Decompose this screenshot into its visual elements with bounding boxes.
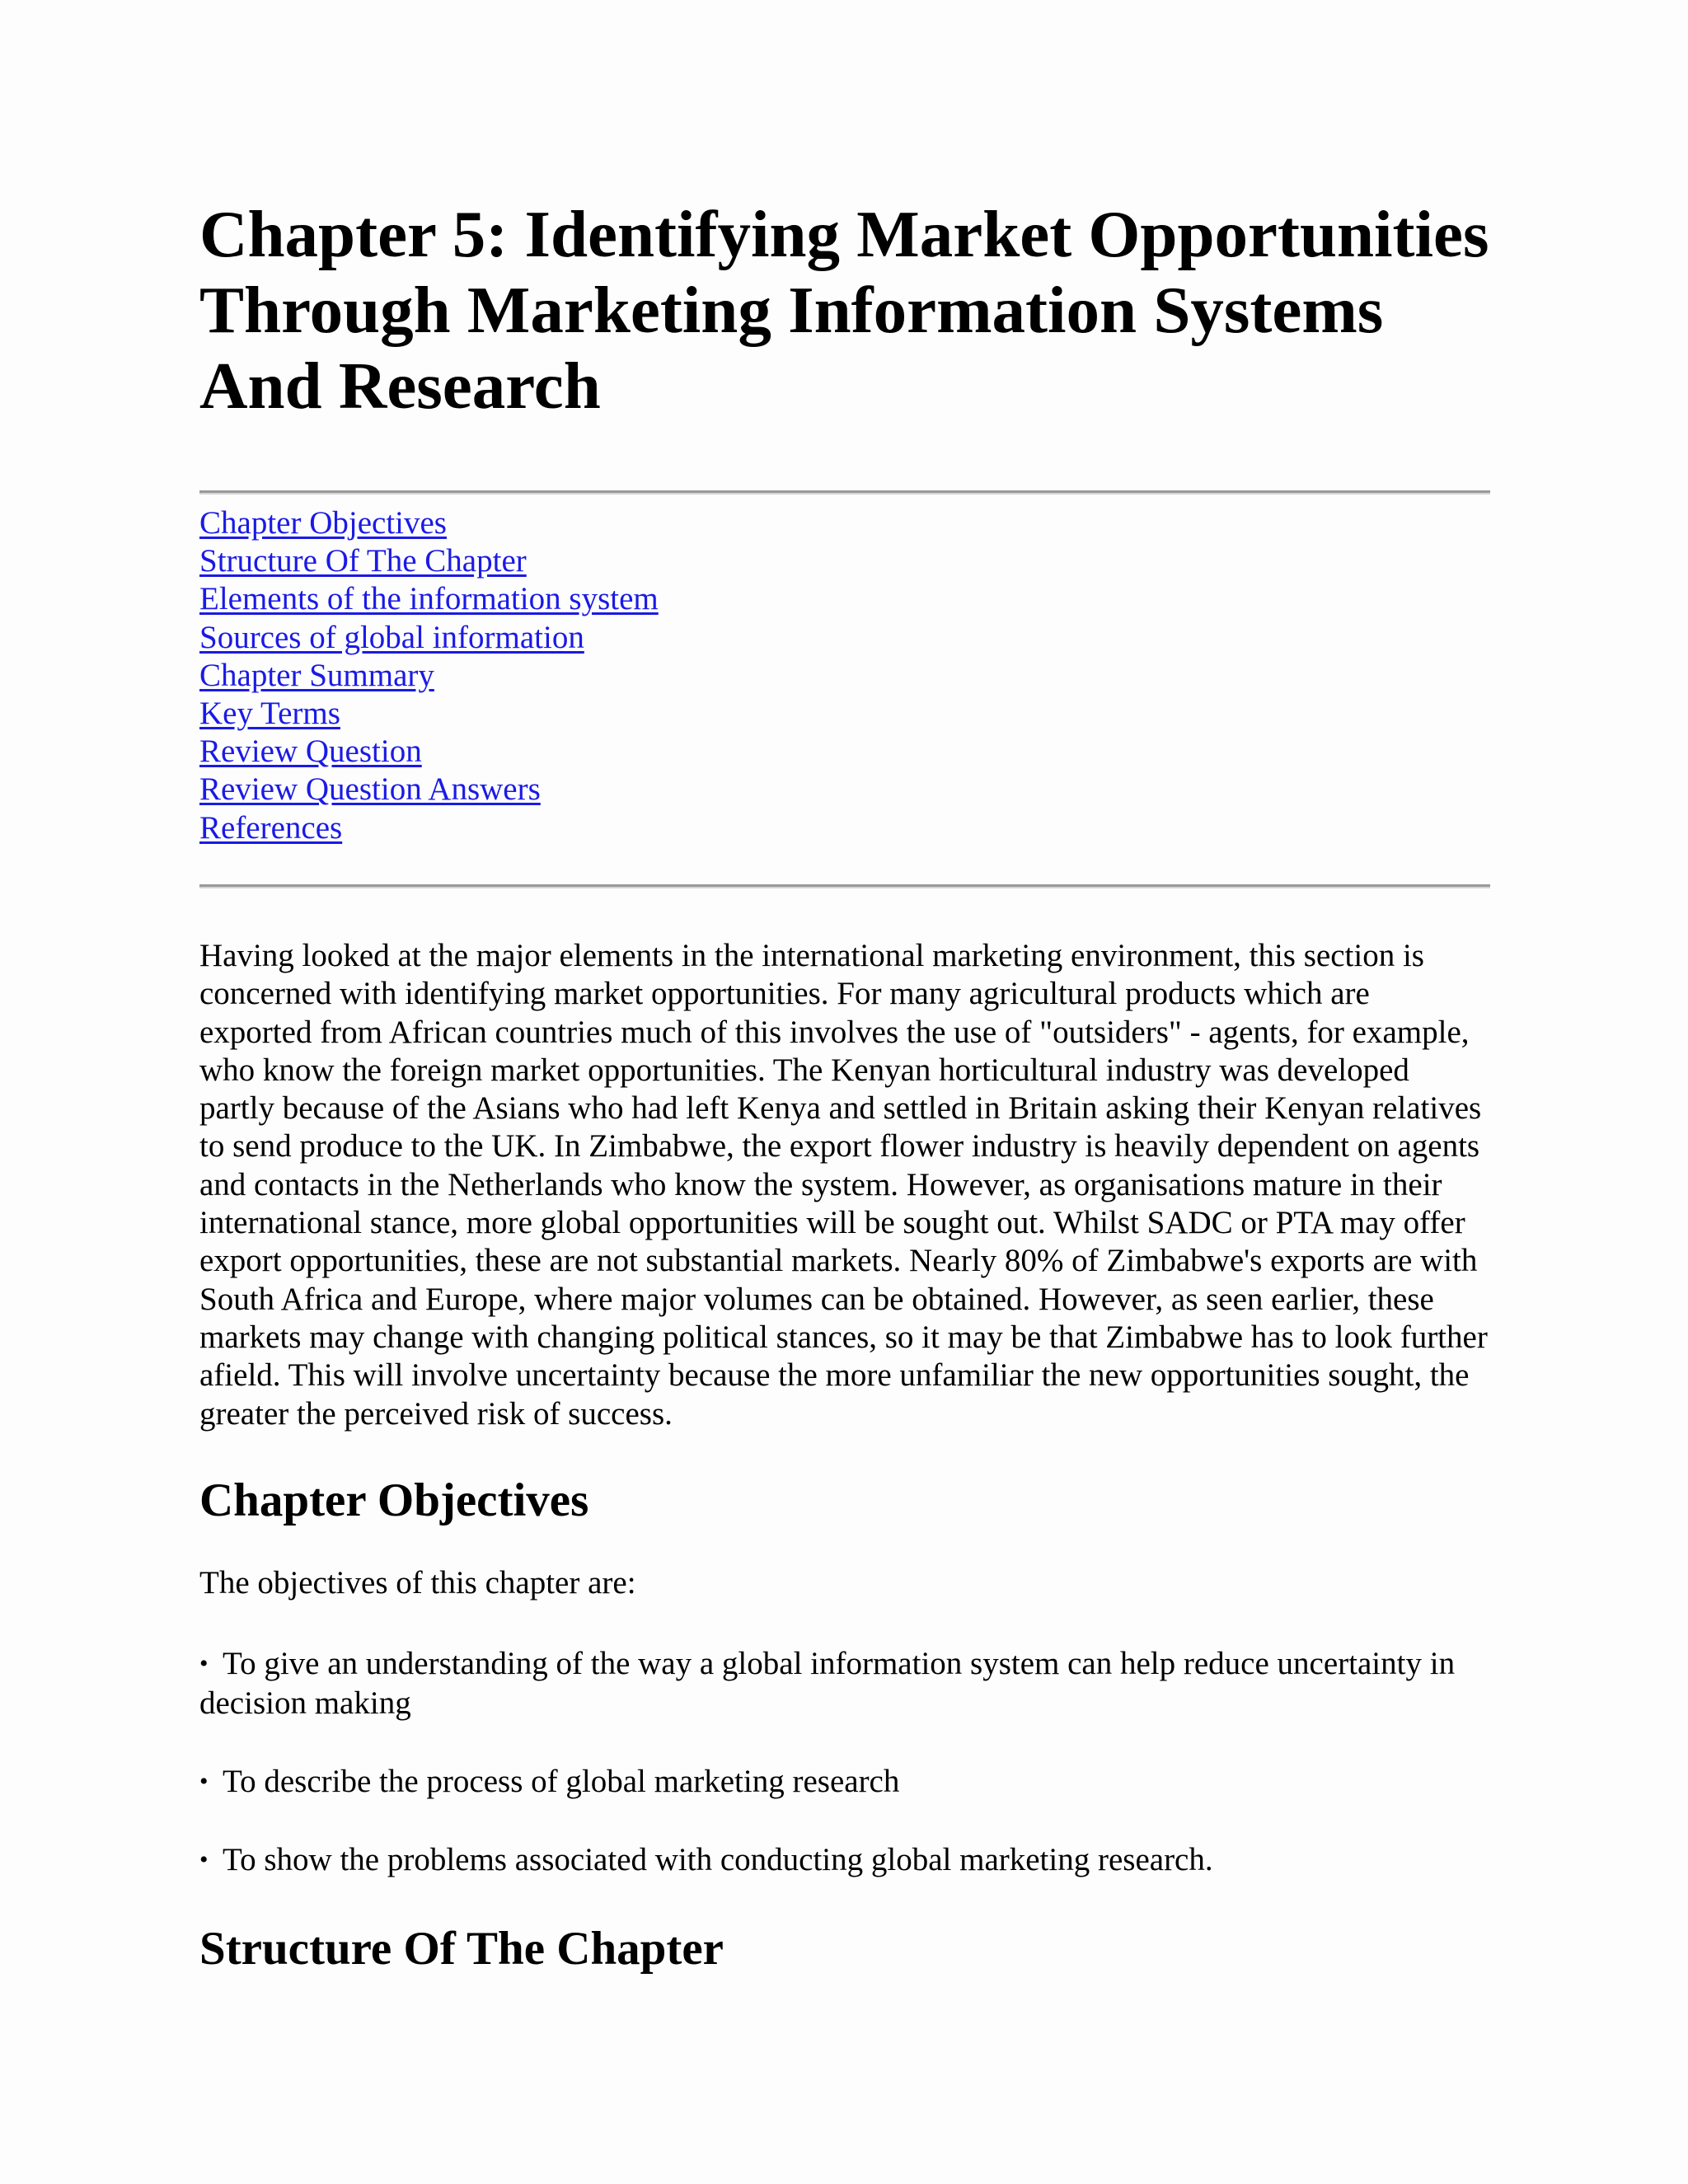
toc-link-structure-of-the-chapter[interactable]: Structure Of The Chapter — [199, 543, 527, 579]
intro-paragraph: Having looked at the major elements in the international marketing environment, this section is concerned with identifying market opportunities. For many agricultural products which are exported from African countries much of this involves the use of "outsiders" - agents, for example, who know the foreign market opportunities. The Kenyan horticultural industry was developed partly because of the Asians who had left Kenya and settled in Britain asking their Kenyan relatives to send produce to the UK. In Zimbabwe, the export flower industry is heavily dependent on agents and contacts in the Netherlands who know the system. However, as organisations mature in their international stance, more global opportunities will be sought out. Whilst SADC or PTA may offer export opportunities, these are not substantial markets. Nearly 80% of Zimbabwe's exports are with South Africa and Europe, where major volumes can be obtained. However, as seen earlier, these markets may change with changing political stances, so it may be that Zimbabwe has to look further afield. This will involve uncertainty because the more unfamiliar the new opportunities sought, the greater the perceived risk of success. — [199, 938, 1488, 1432]
toc-link-elements-of-information-system[interactable]: Elements of the information system — [199, 581, 659, 617]
table-of-contents — [199, 504, 659, 847]
toc-item — [199, 580, 659, 618]
toc-item — [199, 695, 659, 733]
objective-item — [199, 1763, 1490, 1802]
horizontal-rule-top — [199, 490, 1490, 494]
toc-item — [199, 733, 659, 771]
bullet-icon: • — [199, 1650, 209, 1677]
toc-item — [199, 504, 659, 542]
bullet-icon: • — [199, 1846, 209, 1873]
bullet-icon: • — [199, 1768, 209, 1795]
toc-item — [199, 657, 659, 695]
objective-text: To give an understanding of the way a global information system can help reduce uncertainty in decision making — [199, 1646, 1456, 1721]
toc-item — [199, 619, 659, 657]
toc-link-review-question-answers[interactable]: Review Question Answers — [199, 771, 541, 808]
toc-link-key-terms[interactable]: Key Terms — [199, 696, 340, 732]
horizontal-rule-bottom — [199, 884, 1490, 888]
objective-item — [199, 1645, 1490, 1722]
toc-item — [199, 771, 659, 808]
toc-link-sources-of-global-information[interactable]: Sources of global information — [199, 619, 584, 655]
objective-text: To show the problems associated with conducting global marketing research. — [223, 1842, 1213, 1877]
section-heading-structure-of-the-chapter: Structure Of The Chapter — [199, 1923, 724, 1975]
toc-link-references[interactable]: References — [199, 809, 343, 846]
toc-link-chapter-objectives[interactable]: Chapter Objectives — [199, 505, 447, 541]
toc-item — [199, 809, 659, 847]
section-heading-chapter-objectives: Chapter Objectives — [199, 1474, 589, 1526]
chapter-title: Chapter 5: Identifying Market Opportunities Through Marketing Information Systems And Research — [199, 197, 1489, 423]
objective-item — [199, 1841, 1490, 1881]
toc-link-review-question[interactable]: Review Question — [199, 733, 422, 770]
toc-link-chapter-summary[interactable]: Chapter Summary — [199, 657, 434, 693]
objective-text: To describe the process of global marketing research — [223, 1764, 900, 1799]
objectives-lead-text: The objectives of this chapter are: — [199, 1565, 636, 1601]
toc-item — [199, 542, 659, 580]
